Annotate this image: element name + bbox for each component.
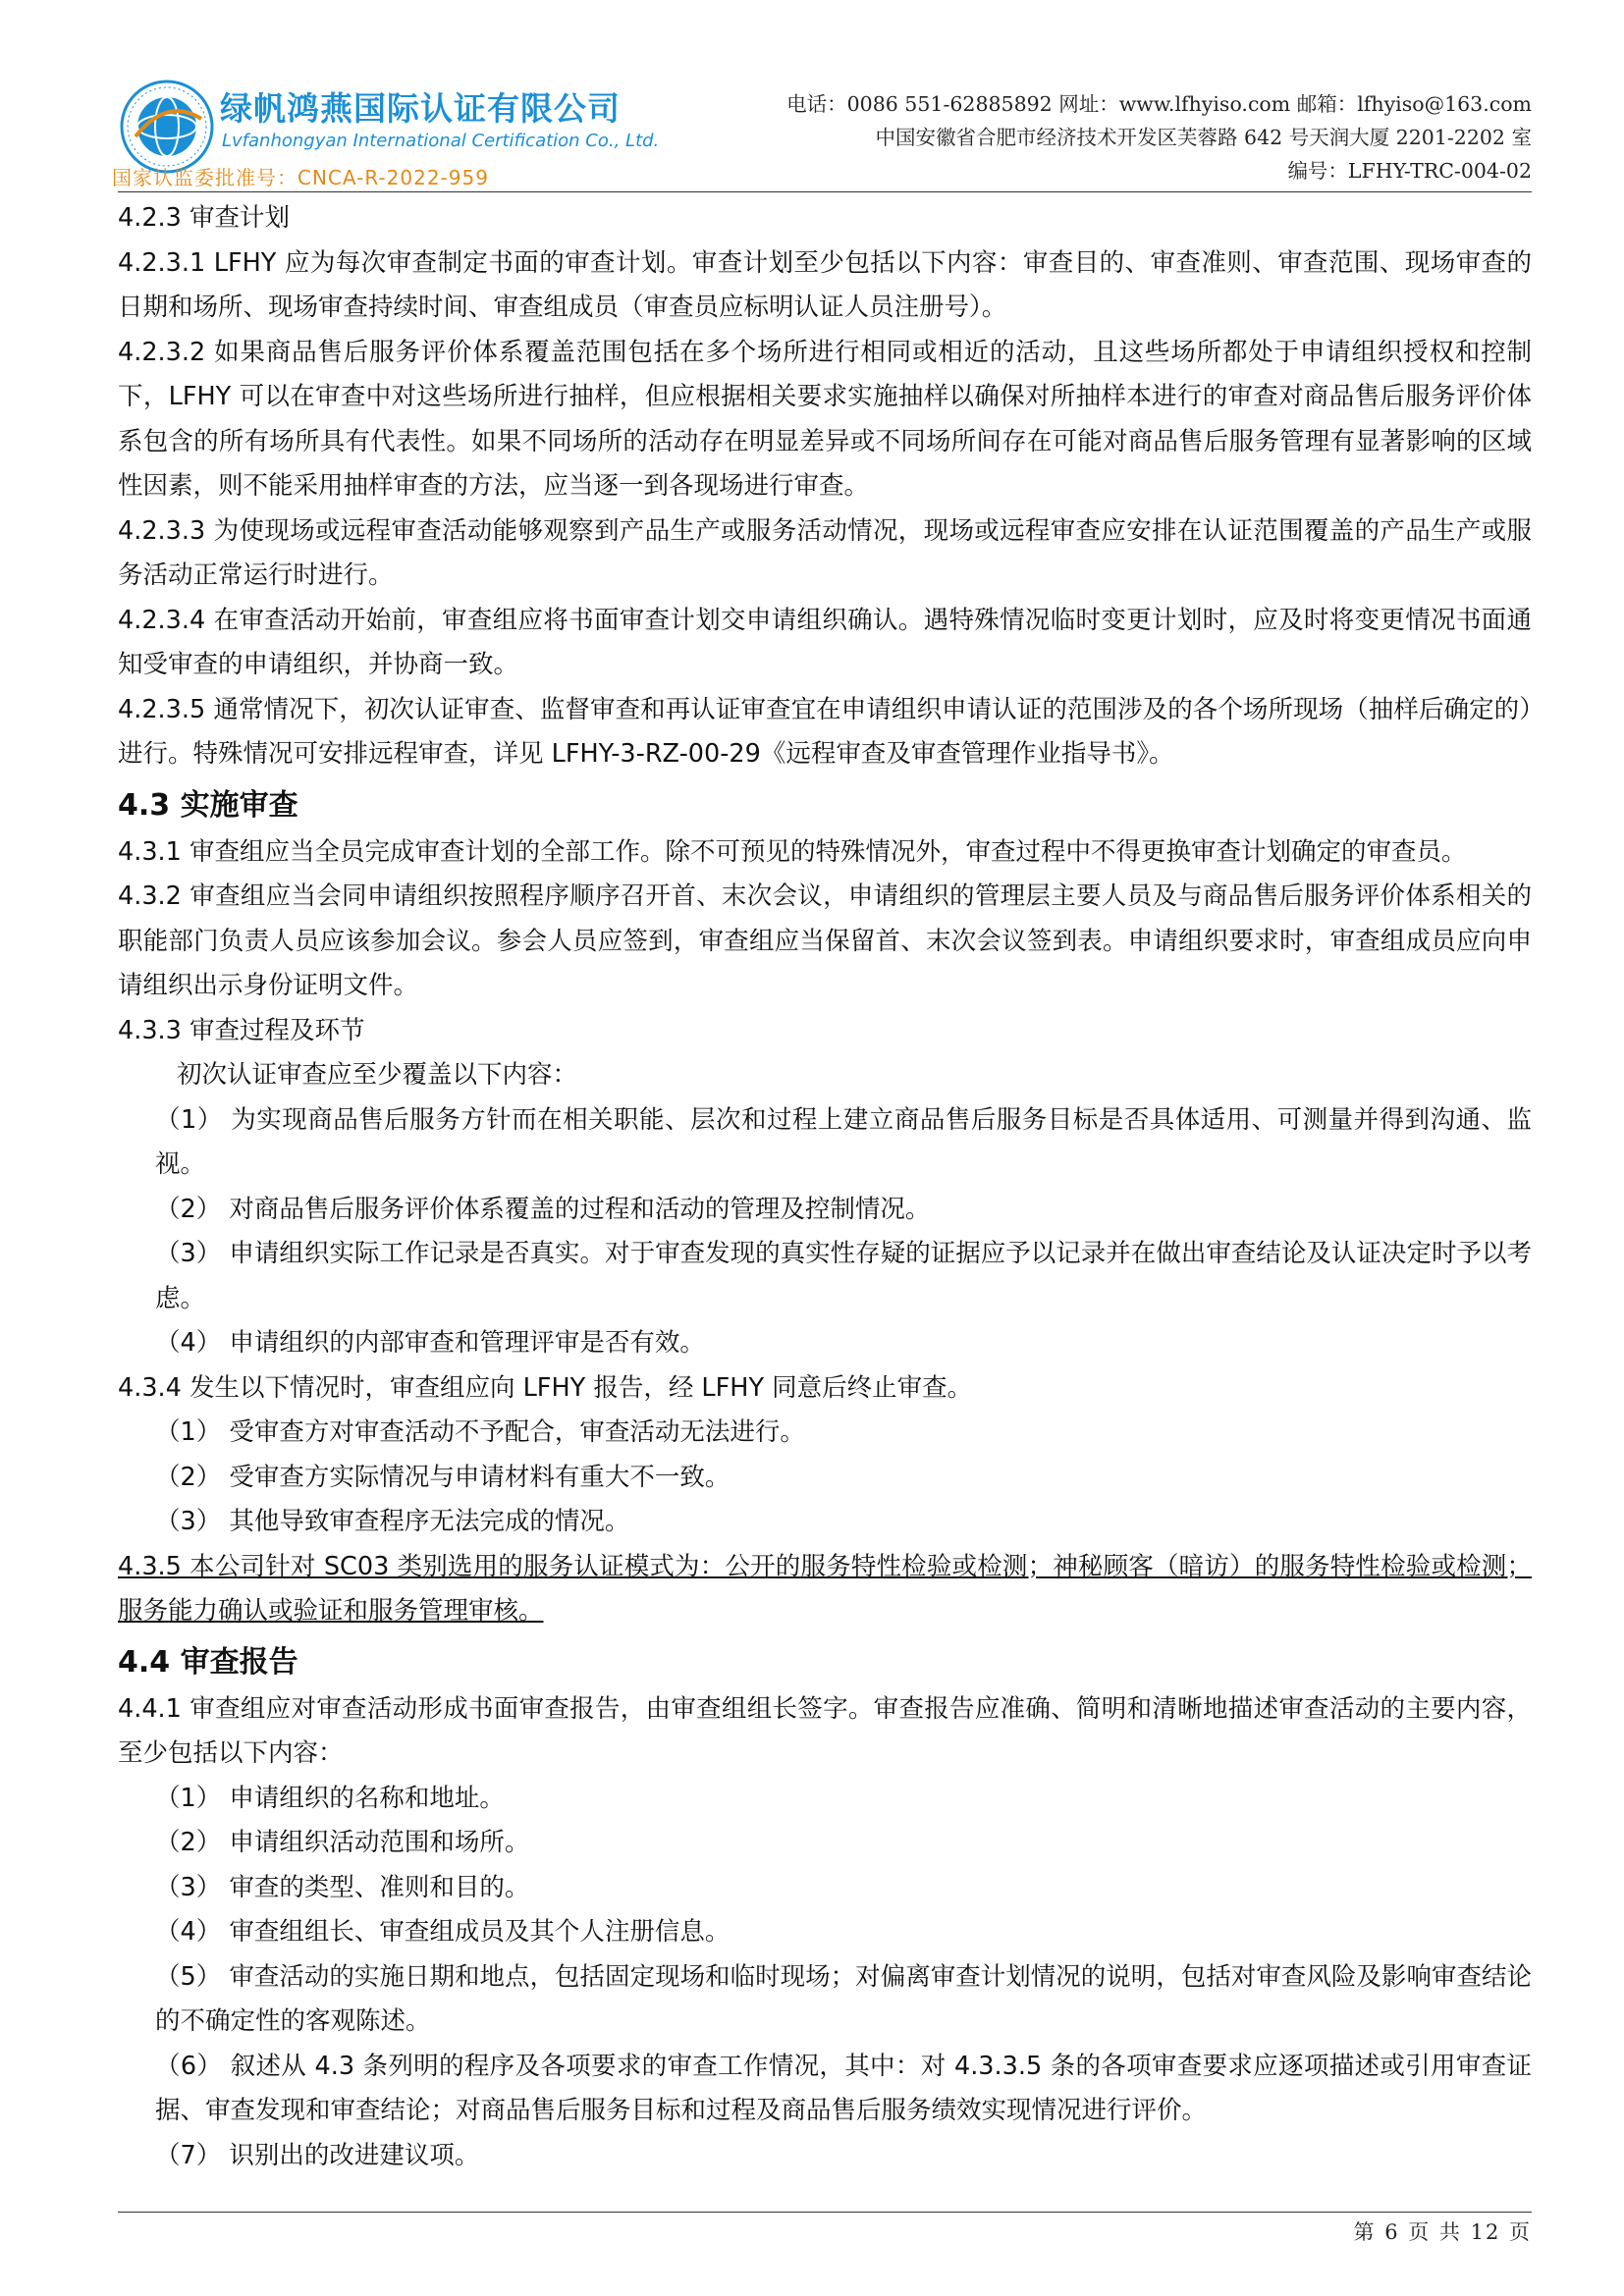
approval-number: 国家认监委批准号：CNCA-R-2022-959 bbox=[112, 166, 489, 189]
list-item: （1） 申请组织的名称和地址。 bbox=[155, 1783, 505, 1813]
section-heading-4-3: 4.3 实施审查 bbox=[118, 787, 298, 823]
list-item: （3） 其他导致审查程序无法完成的情况。 bbox=[155, 1507, 630, 1536]
company-logo bbox=[112, 74, 746, 189]
document-number: 编号：LFHY-TRC-004-02 bbox=[1287, 159, 1532, 183]
contact-line-address: 中国安徽省合肥市经济技术开发区芙蓉路 642 号天润大厦 2201-2202 室 bbox=[875, 126, 1532, 149]
contact-line-phone: 电话：0086 551-62885892 网址：www.lfhyiso.com 邮箱：lfhyiso@163.com bbox=[786, 92, 1532, 116]
paragraph: 初次认证审查应至少覆盖以下内容： bbox=[177, 1060, 578, 1090]
paragraph: 4.2.3.2 如果商品售后服务评价体系覆盖范围包括在多个场所进行相同或相近的活动，且这些场所都处于申请组织授权和控制下，LFHY 可以在审查中对这些场所进行抽样，但应根据相关要求实施抽样以确保对所抽样本进行的审查对商品售后服务评价体系包含的所有场所具有代表性。如果不同场所的活动存在明显差异或不同场所间存在可能对商品售后服务管理有显著影响的区域性因素，则不能采用抽样审查的方法，应当逐一到各现场进行审查。 bbox=[118, 337, 1532, 501]
paragraph: 4.2.3.1 LFHY 应为每次审查制定书面的审查计划。审查计划至少包括以下内容：审查目的、审查准则、审查范围、现场审查的日期和场所、现场审查持续时间、审查组成员（审查员应标明认证人员注册号）。 bbox=[118, 247, 1532, 322]
paragraph: 4.4.1 审查组应对审查活动形成书面审查报告，由审查组组长签字。审查报告应准确、简明和清晰地描述审查活动的主要内容，至少包括以下内容： bbox=[118, 1693, 1532, 1768]
section-heading-4-2-3: 4.2.3 审查计划 bbox=[118, 203, 290, 233]
underlined-paragraph: 4.3.5 本公司针对 SC03 类别选用的服务认证模式为：公开的服务特性检验或检测；神秘顾客（暗访）的服务特性检验或检测；服务能力确认或验证和服务管理审核。 bbox=[118, 1551, 1532, 1626]
list-item: （2） 申请组织活动范围和场所。 bbox=[155, 1828, 530, 1857]
paragraph: 4.2.3.3 为使现场或远程审查活动能够观察到产品生产或服务活动情况，现场或远程审查应安排在认证范围覆盖的产品生产或服务活动正常运行时进行。 bbox=[118, 515, 1532, 590]
list-item: （5） 审查活动的实施日期和地点，包括固定现场和临时现场；对偏离审查计划情况的说明，包括对审查风险及影响审查结论的不确定性的客观陈述。 bbox=[155, 1961, 1532, 2036]
company-name-en: Lvfanhongyan International Certification Co., Ltd. bbox=[222, 131, 660, 151]
company-name-cn: 绿帆鸿燕国际认证有限公司 bbox=[220, 89, 621, 128]
list-item: （3） 申请组织实际工作记录是否真实。对于审查发现的真实性存疑的证据应予以记录并在做出审查结论及认证决定时予以考虑。 bbox=[155, 1239, 1532, 1313]
paragraph: 4.3.2 审查组应当会同申请组织按照程序顺序召开首、末次会议，申请组织的管理层主要人员及与商品售后服务评价体系相关的职能部门负责人员应该参加会议。参会人员应签到，审查组应当保留首、末次会议签到表。申请组织要求时，审查组成员应向申请组织出示身份证明文件。 bbox=[118, 881, 1532, 1000]
list-item: （3） 审查的类型、准则和目的。 bbox=[155, 1872, 530, 1902]
paragraph: 4.2.3.5 通常情况下，初次认证审查、监督审查和再认证审查宜在申请组织申请认证的范围涉及的各个场所现场（抽样后确定的）进行。特殊情况可安排远程审查，详见 LFHY-3-RZ-00-29《远程审查及审查管理作业指导书》。 bbox=[118, 694, 1532, 769]
paragraph: 4.3.1 审查组应当全员完成审查计划的全部工作。除不可预见的特殊情况外，审查过程中不得更换审查计划确定的审查员。 bbox=[118, 836, 1467, 867]
footer-divider bbox=[118, 2212, 1532, 2213]
header-divider bbox=[118, 191, 1532, 192]
paragraph: 4.2.3.4 在审查活动开始前，审查组应将书面审查计划交申请组织确认。遇特殊情况临时变更计划时，应及时将变更情况书面通知受审查的申请组织，并协商一致。 bbox=[118, 605, 1532, 679]
contact-info bbox=[786, 87, 1532, 187]
list-item: （2） 对商品售后服务评价体系覆盖的过程和活动的管理及控制情况。 bbox=[155, 1194, 931, 1224]
list-item: （4） 审查组组长、审查组成员及其个人注册信息。 bbox=[155, 1917, 731, 1947]
section-heading-4-3-3: 4.3.3 审查过程及环节 bbox=[118, 1015, 365, 1045]
list-item: （1） 为实现商品售后服务方针而在相关职能、层次和过程上建立商品售后服务目标是否具体适用、可测量并得到沟通、监视。 bbox=[155, 1104, 1532, 1179]
globe-logo-icon bbox=[118, 78, 216, 176]
list-item: （7） 识别出的改进建议项。 bbox=[155, 2140, 480, 2170]
paragraph: 4.3.4 发生以下情况时，审查组应向 LFHY 报告，经 LFHY 同意后终止审查。 bbox=[118, 1372, 973, 1403]
list-item: （1） 受审查方对审查活动不予配合，审查活动无法进行。 bbox=[155, 1417, 805, 1447]
list-item: （6） 叙述从 4.3 条列明的程序及各项要求的审查工作情况，其中：对 4.3.3.5 条的各项审查要求应逐项描述或引用审查证据、审查发现和审查结论；对商品售后服务目标和过程及商品售后服务绩效实现情况进行评价。 bbox=[155, 2051, 1532, 2125]
page-number: 第 6 页 共 12 页 bbox=[1353, 2220, 1532, 2244]
page-header bbox=[112, 74, 1532, 191]
section-heading-4-4: 4.4 审查报告 bbox=[118, 1644, 298, 1680]
list-item: （2） 受审查方实际情况与申请材料有重大不一致。 bbox=[155, 1462, 731, 1492]
list-item: （4） 申请组织的内部审查和管理评审是否有效。 bbox=[155, 1328, 705, 1358]
document-body bbox=[118, 196, 1532, 2178]
